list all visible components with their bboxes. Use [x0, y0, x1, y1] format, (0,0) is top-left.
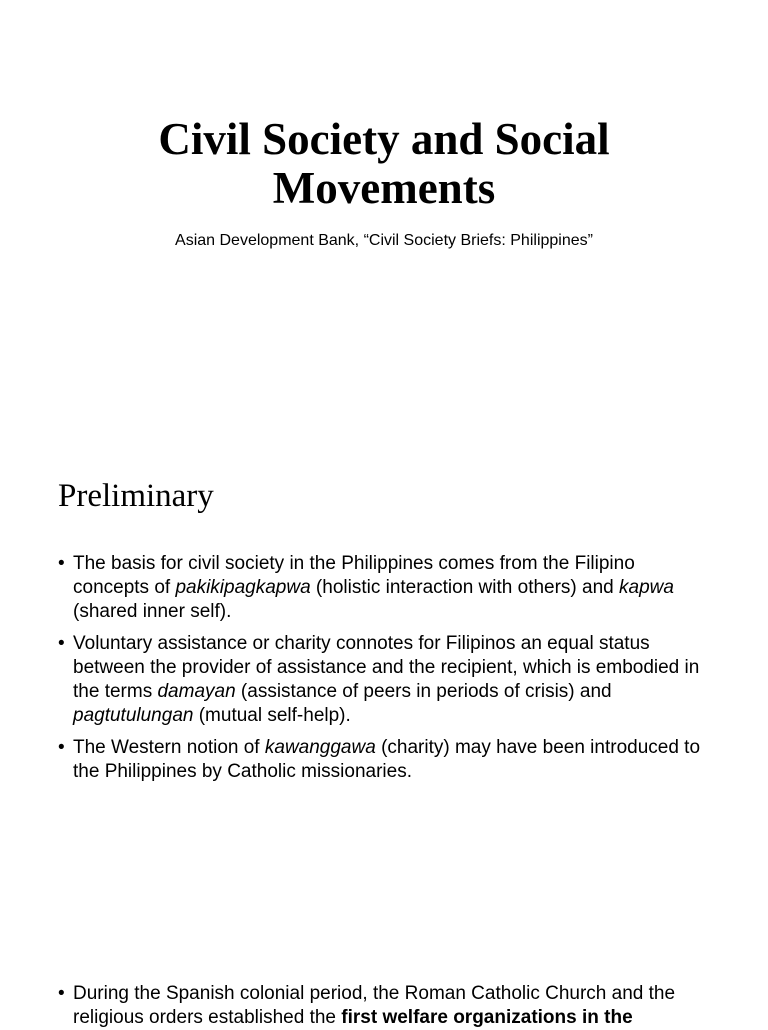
bullet-item [58, 736, 708, 784]
bullet-icon: • [58, 737, 65, 758]
bullet-term: kawanggawa [264, 737, 376, 758]
slide-heading: Preliminary [58, 478, 214, 514]
bullet-text: The basis for civil society in the Philippines comes from the Filipino concepts of [73, 553, 635, 598]
bullet-icon: • [58, 553, 65, 574]
bullet-text: (shared inner self). [73, 601, 232, 622]
bullet-text: (charity) may have been introduced to the Philippines by Catholic missionaries. [73, 737, 701, 782]
bullet-text: (assistance of peers in periods of crisis) and [235, 681, 612, 702]
bullet-term: pagtutulungan [73, 705, 194, 726]
bullet-text: (holistic interaction with others) and [310, 577, 620, 598]
slide-title [0, 0, 768, 430]
slide-subtitle: Asian Development Bank, “Civil Society Briefs: Philippines” [175, 232, 593, 249]
slide-history [0, 970, 768, 1030]
bullet-term: damayan [157, 681, 236, 702]
bullet-term: pakikipagkapwa [175, 577, 311, 598]
bullet-icon: • [58, 633, 65, 654]
bullet-text: The Western notion of [73, 737, 265, 758]
bullet-item [58, 632, 708, 728]
bullet-item [58, 552, 708, 624]
bullet-term: kapwa [619, 577, 674, 598]
bullet-item [58, 982, 708, 1030]
bullet-text: (mutual self-help). [193, 705, 351, 726]
bullet-emphasis: first welfare organizations in the [341, 1007, 633, 1028]
bullet-icon: • [58, 983, 65, 1004]
slide-title-heading: Civil Society and Social Movements [158, 114, 610, 213]
bullet-text: Voluntary assistance or charity connotes for Filipinos an equal status between the provider of assistance and the recipient, which is embodied in the terms [73, 633, 700, 702]
bullet-list [58, 552, 708, 792]
bullet-text: During the Spanish colonial period, the Roman Catholic Church and the religious orders established the [73, 983, 676, 1028]
slide-preliminary [0, 440, 768, 960]
bullet-list [58, 982, 708, 1030]
